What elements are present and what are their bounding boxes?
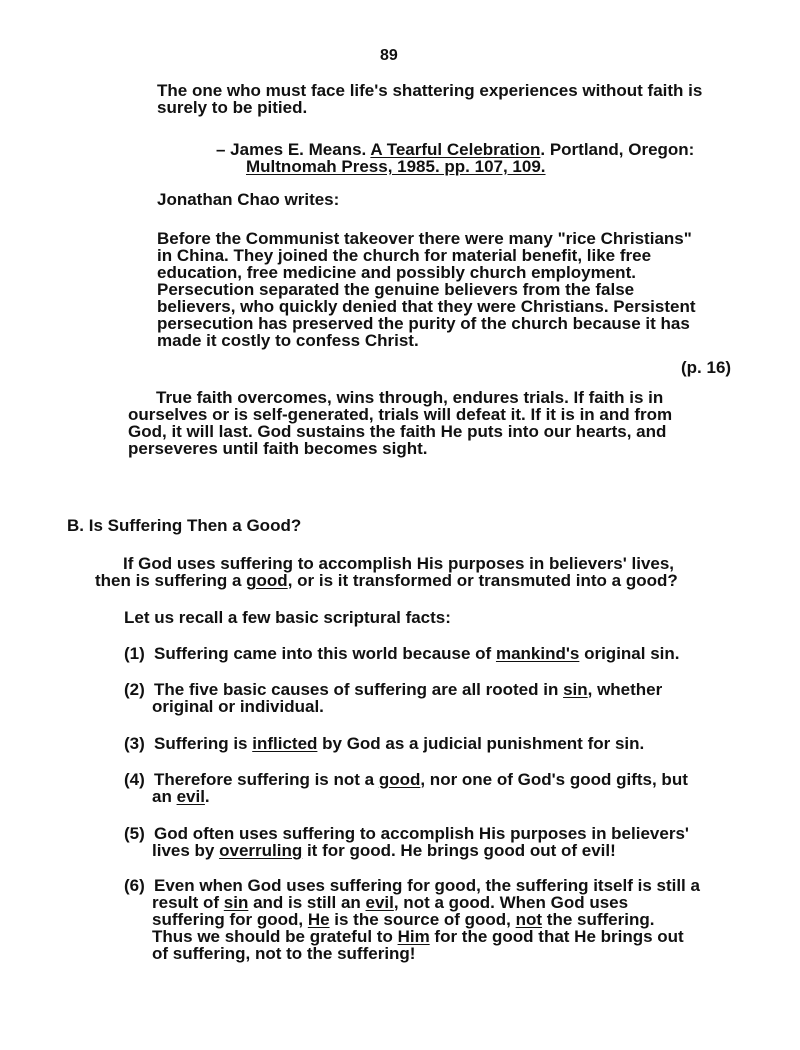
text: The five basic causes of suffering are all rooted in bbox=[154, 680, 564, 699]
underlined-word: evil bbox=[176, 787, 205, 806]
fact-1 bbox=[124, 645, 744, 662]
quote-line: persecution has preserved the purity of the church because it has bbox=[157, 314, 690, 333]
fact-continuation: original or individual. bbox=[152, 697, 324, 716]
underlined-word: inflicted bbox=[252, 734, 318, 753]
text: Suffering came into this world because of bbox=[154, 644, 496, 663]
text: original sin. bbox=[579, 644, 680, 663]
underlined-word: sin bbox=[223, 893, 249, 912]
underlined-word: He bbox=[307, 910, 330, 929]
text: an bbox=[152, 787, 177, 806]
underlined-word: Him bbox=[397, 927, 430, 946]
text: Even when God uses suffering for good, the suffering itself is still a bbox=[154, 876, 700, 895]
citation-title: A Tearful Celebration bbox=[370, 140, 541, 159]
citation bbox=[216, 141, 756, 175]
text: , or is it transformed or transmuted into a good? bbox=[287, 571, 678, 590]
text: and is still an bbox=[248, 893, 366, 912]
chao-quote bbox=[157, 230, 747, 349]
citation-publisher: Multnomah Press, 1985. pp. 107, 109. bbox=[246, 157, 546, 176]
fact-number: (2) bbox=[124, 680, 145, 699]
fact-continuation: of suffering, not to the suffering! bbox=[152, 944, 416, 963]
faith-paragraph bbox=[128, 389, 748, 457]
fact-number: (6) bbox=[124, 876, 145, 895]
quote-line: in China. They joined the church for material benefit, like free bbox=[157, 246, 652, 265]
text: lives by bbox=[152, 841, 220, 860]
paragraph-line: ourselves or is self-generated, trials will defeat it. If it is in and from bbox=[128, 405, 673, 424]
text: the suffering. bbox=[542, 910, 655, 929]
text: God often uses suffering to accomplish His purposes in believers' bbox=[154, 824, 689, 843]
fact-3 bbox=[124, 735, 744, 752]
underlined-word: good bbox=[246, 571, 288, 590]
underlined-word: evil bbox=[365, 893, 394, 912]
quote-line: Before the Communist takeover there were many "rice Christians" bbox=[157, 229, 692, 248]
text: , not a good. When God uses bbox=[393, 893, 629, 912]
fact-number: (4) bbox=[124, 770, 145, 789]
text: it for good. He brings good out of evil! bbox=[302, 841, 616, 860]
text: is the source of good, bbox=[329, 910, 516, 929]
text: then is suffering a bbox=[95, 571, 247, 590]
fact-5 bbox=[124, 825, 744, 859]
fact-6 bbox=[124, 877, 744, 962]
text: Suffering is bbox=[154, 734, 253, 753]
text: for the good that He brings out bbox=[429, 927, 684, 946]
paragraph-line: God, it will last. God sustains the faith He puts into our hearts, and bbox=[128, 422, 667, 441]
underlined-word: not bbox=[515, 910, 543, 929]
paragraph-line: If God uses suffering to accomplish His purposes in believers' lives, bbox=[123, 554, 675, 573]
suffering-question bbox=[95, 555, 735, 589]
quote-line: made it costly to confess Christ. bbox=[157, 331, 419, 350]
quote-line: Persecution separated the genuine believers from the false bbox=[157, 280, 635, 299]
recall-intro: Let us recall a few basic scriptural facts: bbox=[124, 608, 451, 627]
section-heading: B. Is Suffering Then a Good? bbox=[67, 516, 302, 535]
quote-line: believers, who quickly denied that they were Christians. Persistent bbox=[157, 297, 696, 316]
chao-intro: Jonathan Chao writes: bbox=[157, 190, 340, 209]
text: suffering for good, bbox=[152, 910, 308, 929]
citation-author: – James E. Means. bbox=[216, 140, 371, 159]
opening-quote bbox=[157, 82, 747, 116]
text: . bbox=[204, 787, 210, 806]
underlined-word: mankind's bbox=[495, 644, 580, 663]
citation-place: . Portland, Oregon: bbox=[540, 140, 695, 159]
underlined-word: sin bbox=[563, 680, 588, 699]
text: , whether bbox=[587, 680, 663, 699]
fact-2 bbox=[124, 681, 744, 715]
underlined-word: good bbox=[378, 770, 421, 789]
fact-number: (3) bbox=[124, 734, 145, 753]
quote-line: education, free medicine and possibly church employment. bbox=[157, 263, 636, 282]
fact-4 bbox=[124, 771, 744, 805]
paragraph-line: True faith overcomes, wins through, endures trials. If faith is in bbox=[156, 388, 664, 407]
text: result of bbox=[152, 893, 224, 912]
paragraph-line: perseveres until faith becomes sight. bbox=[128, 439, 428, 458]
page-number: 89 bbox=[380, 47, 398, 64]
text: , nor one of God's good gifts, but bbox=[420, 770, 688, 789]
page-reference: (p. 16) bbox=[681, 358, 732, 377]
fact-number: (5) bbox=[124, 824, 145, 843]
text: Thus we should be grateful to bbox=[152, 927, 398, 946]
underlined-word: overruling bbox=[219, 841, 303, 860]
quote-line: The one who must face life's shattering experiences without faith is bbox=[157, 81, 703, 100]
fact-number: (1) bbox=[124, 644, 145, 663]
quote-line: surely to be pitied. bbox=[157, 98, 308, 117]
text: by God as a judicial punishment for sin. bbox=[317, 734, 645, 753]
text: Therefore suffering is not a bbox=[154, 770, 379, 789]
